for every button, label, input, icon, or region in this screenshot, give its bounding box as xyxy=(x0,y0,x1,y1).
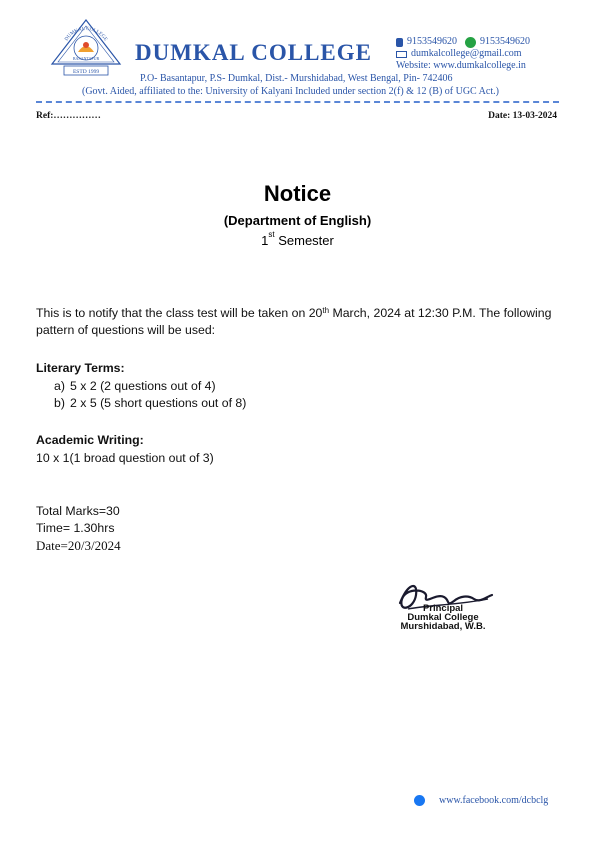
logo-estd-text: ESTD 1999 xyxy=(72,69,100,75)
college-name: DUMKAL COLLEGE xyxy=(135,40,373,65)
whatsapp-icon xyxy=(465,37,476,48)
header-divider xyxy=(36,101,559,103)
semester-label: 1st Semester xyxy=(261,230,334,248)
mail-icon xyxy=(396,51,407,58)
academic-writing-heading: Academic Writing: xyxy=(36,433,144,447)
signature-title: Principal xyxy=(422,603,464,614)
exam-duration: Time= 1.30hrs xyxy=(36,521,115,535)
notice-intro: This is to notify that the class test will be taken on 20th March, 2024 at 12:30 P.M. The following pattern of questions will be used: xyxy=(36,306,552,337)
phone-number: 9153549620 xyxy=(407,36,457,47)
logo-bottom-text: BASANTAPUR xyxy=(72,56,100,61)
academic-writing-pattern: 10 x 1(1 broad question out of 3) xyxy=(36,451,214,465)
college-address: P.O- Basantapur, P.S- Dumkal, Dist.- Murshidabad, West Bengal, Pin- 742406 xyxy=(140,73,453,84)
contact-block xyxy=(396,36,571,72)
phone-row xyxy=(396,36,571,48)
literary-terms-heading: Literary Terms: xyxy=(36,361,125,375)
facebook-link[interactable] xyxy=(414,795,548,806)
college-affiliation: (Govt. Aided, affiliated to the: University of Kalyani Included under section 2(f) & 12 (B) of UGC Act.) xyxy=(82,86,499,97)
signature-institution: Dumkal College xyxy=(407,612,479,623)
signature-place: Murshidabad, W.B. xyxy=(400,621,486,632)
phone-icon xyxy=(396,38,403,47)
exam-date: Date=20/3/2024 xyxy=(36,538,121,553)
reference-number: Ref:…………… xyxy=(36,111,101,121)
total-marks: Total Marks=30 xyxy=(36,504,120,518)
list-item: a) 5 x 2 (2 questions out of 4) xyxy=(54,379,216,393)
department-name: (Department of English) xyxy=(223,213,372,228)
college-logo xyxy=(50,18,122,78)
whatsapp-number: 9153549620 xyxy=(480,36,530,47)
facebook-url[interactable]: www.facebook.com/dcbclg xyxy=(439,795,549,806)
facebook-icon xyxy=(414,795,425,806)
email-address[interactable]: dumkalcollege@gmail.com xyxy=(411,48,522,59)
logo-ring-text: DUMKAL COLLEGE xyxy=(64,26,108,43)
notice-title: Notice xyxy=(263,181,332,206)
email-row xyxy=(396,48,571,60)
issue-date: Date: 13-03-2024 xyxy=(488,111,557,121)
literary-terms-list xyxy=(54,378,246,412)
list-item: b) 2 x 5 (5 short questions out of 8) xyxy=(54,396,247,410)
website-link[interactable]: Website: www.dumkalcollege.in xyxy=(396,60,526,71)
website-row xyxy=(396,60,571,72)
